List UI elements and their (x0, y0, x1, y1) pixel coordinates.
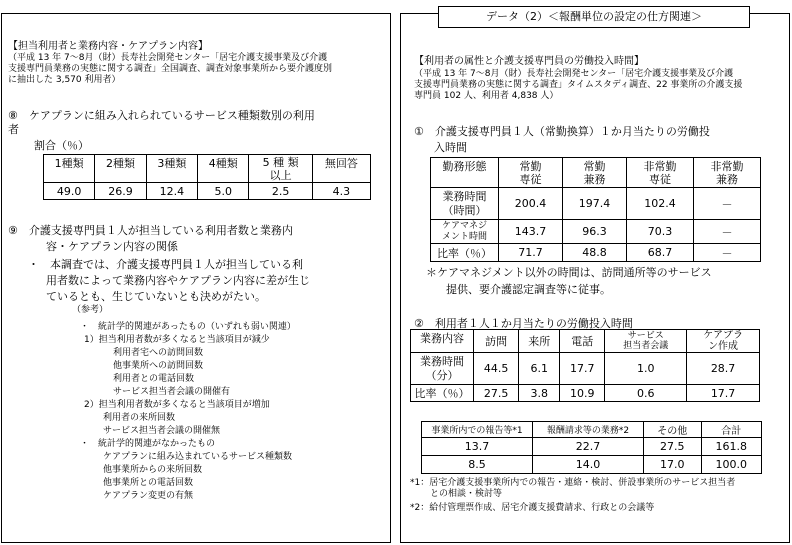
t3-r0-c1: 22.7 (533, 438, 644, 456)
footnote-2: *2：給付管理票作成、居宅介護支援費請求、行政との会議等 (410, 503, 655, 513)
t1-r1-c1: 143.7 (499, 220, 563, 244)
t2-r0-c2: 6.1 (519, 353, 560, 385)
ref-13: 他事業所との電話回数 (103, 478, 194, 488)
th-5: 5 種 類 以上 (249, 155, 312, 183)
ref-4: 他事業所への訪問回数 (113, 361, 204, 371)
right-heading: 【利用者の属性と介護支援専門員の労働投入時間】 (414, 56, 644, 67)
t2-r0-c4: 1.0 (605, 353, 687, 385)
ref-label: （参考） (72, 305, 109, 315)
ref-12: 他事業所からの来所回数 (103, 465, 203, 475)
right-source-2: 支援専門員業務の実態に関する調査」タイムスタディ調査、22 事業所の介護支援 (414, 80, 743, 90)
t3-r1-c0: 8.5 (422, 456, 533, 474)
q8-line-1: ⑧ ケアプランに組み入れられているサービス種類数別の利用 (8, 109, 315, 122)
tv-3: 12.4 (146, 183, 197, 200)
t1-r0-c1: 200.4 (499, 188, 563, 220)
q1-line-2: 入時間 (434, 141, 467, 154)
ref-6: サービス担当者会議の開催有 (113, 387, 231, 397)
right-title-box (438, 6, 750, 28)
note-line-2: 用者数によって業務内容やケアプラン内容に差が生じ (46, 274, 310, 287)
ref-11: ケアプランに組み込まれているサービス種類数 (103, 452, 293, 462)
t3-h0: 事業所内での報告等*1 (422, 422, 533, 438)
t1-note-2: 提供、要介護認定調査等に従事。 (446, 283, 611, 296)
labor-time-table (430, 157, 761, 262)
t2-r0-c1: 44.5 (474, 353, 519, 385)
t1-r0-c0: 業務時間 （時間） (431, 188, 499, 220)
right-source-3: 専門員 102 人、利用者 4,838 人） (414, 91, 559, 101)
th-6: 無回答 (312, 155, 370, 183)
t2-r1-c0: 比率（％） (411, 385, 474, 402)
t3-h3: 合計 (701, 422, 761, 438)
t1-r2-c0: 比率（％） (431, 244, 499, 262)
t3-r0-c0: 13.7 (422, 438, 533, 456)
t2-h0: 業務内容 (411, 330, 474, 353)
q8-line-2: 者 (8, 123, 19, 136)
left-source-2: 支援専門員業務の実態に関する調査」全国調査、調査対象事業所から要介護度別 (8, 64, 333, 74)
t2-h5: ケアプラ ン作成 (687, 330, 760, 353)
t1-r1-c0: ケアマネジ メント時間 (431, 220, 499, 244)
q2-heading: ② 利用者１人１か月当たりの労働投入時間 (414, 317, 633, 330)
q9-line-2: 容・ケアプラン内容の関係 (46, 240, 178, 253)
note-line-3: ているとも、生じていないとも決めがたい。 (46, 290, 266, 303)
ref-5: 利用者との電話回数 (113, 374, 195, 384)
t1-h3: 非常勤 専従 (627, 158, 694, 188)
t2-h3: 電話 (560, 330, 605, 353)
tv-1: 49.0 (44, 183, 95, 200)
t2-r1-c2: 3.8 (519, 385, 560, 402)
t2-h2: 来所 (519, 330, 560, 353)
t2-h4: サービス 担当者会議 (605, 330, 687, 353)
footnote-1-line-2: との相談・検討等 (430, 489, 503, 499)
left-source-1: （平成 13 年 7～8月（財）長寿社会開発センター「居宅介護支援事業及び介護 (8, 53, 328, 63)
left-source-3: に抽出した 3,570 利用者） (8, 75, 121, 85)
t3-r1-c1: 14.0 (533, 456, 644, 474)
right-title: データ（2）＜報酬単位の設定の仕方関連＞ (486, 10, 702, 23)
left-heading: 【担当利用者と業務内容・ケアプラン内容】 (8, 41, 208, 52)
tv-4: 5.0 (198, 183, 249, 200)
right-source-1: （平成 13 年 7～8月（財）長寿社会開発センター「居宅介護支援事業及び介護 (414, 69, 734, 79)
t2-r0-c5: 28.7 (687, 353, 760, 385)
t1-h1: 常勤 専従 (499, 158, 563, 188)
ref-7: 2）担当利用者数が多くなると当該項目が増加 (84, 400, 270, 410)
t1-r2-c4: － (694, 244, 761, 262)
per-user-time-table (410, 329, 760, 402)
t1-r0-c3: 102.4 (627, 188, 694, 220)
tv-5: 2.5 (249, 183, 312, 200)
t2-h1: 訪問 (474, 330, 519, 353)
service-count-table (43, 154, 371, 200)
ref-10: ・ 統計学的関連がなかったもの (80, 439, 216, 449)
ref-14: ケアプラン変更の有無 (103, 491, 194, 501)
q8-line-3: 割合（％） (34, 139, 89, 152)
note-line-1: ・ 本調査では、介護支援専門員１人が担当している利 (28, 258, 303, 271)
t1-r0-c2: 197.4 (563, 188, 627, 220)
t1-note-1: ＊ケアマネジメント以外の時間は、訪問通所等のサービス (426, 266, 712, 279)
t3-r1-c3: 100.0 (701, 456, 761, 474)
t2-r0-c3: 17.7 (560, 353, 605, 385)
t1-r1-c4: － (694, 220, 761, 244)
t1-r1-c3: 70.3 (627, 220, 694, 244)
ref-9: サービス担当者会議の開催無 (103, 426, 221, 436)
t1-h4: 非常勤 兼務 (694, 158, 761, 188)
th-2: 2種類 (95, 155, 146, 183)
ref-2: 1）担当利用者数が多くなると当該項目が減少 (84, 335, 270, 345)
t3-r0-c3: 161.8 (701, 438, 761, 456)
t1-r1-c2: 96.3 (563, 220, 627, 244)
t2-r1-c4: 0.6 (605, 385, 687, 402)
other-work-table (421, 421, 762, 474)
q9-line-1: ⑨ 介護支援専門員１人が担当している利用者数と業務内 (8, 224, 293, 237)
t3-h1: 報酬請求等の業務*2 (533, 422, 644, 438)
t3-r0-c2: 27.5 (644, 438, 702, 456)
q1-line-1: ① 介護支援専門員１人（常勤換算）１か月当たりの労働投 (414, 125, 710, 138)
ref-1: ・ 統計学的関連があったもの（いずれも弱い関連） (80, 322, 296, 332)
t2-r1-c5: 17.7 (687, 385, 760, 402)
tv-6: 4.3 (312, 183, 370, 200)
ref-3: 利用者宅への訪問回数 (113, 348, 204, 358)
th-3: 3種類 (146, 155, 197, 183)
ref-8: 利用者の来所回数 (103, 413, 176, 423)
t1-r0-c4: － (694, 188, 761, 220)
t1-r2-c2: 48.8 (563, 244, 627, 262)
t3-r1-c2: 17.0 (644, 456, 702, 474)
t1-h2: 常勤 兼務 (563, 158, 627, 188)
t1-r2-c1: 71.7 (499, 244, 563, 262)
t2-r1-c3: 10.9 (560, 385, 605, 402)
footnote-1-line-1: *1：居宅介護支援事業所内での報告・連絡・検討、併設事業所のサービス担当者 (410, 478, 736, 488)
t2-r0-c0: 業務時間 （分） (411, 353, 474, 385)
t1-r2-c3: 68.7 (627, 244, 694, 262)
th-1: 1種類 (44, 155, 95, 183)
th-4: 4種類 (198, 155, 249, 183)
t2-r1-c1: 27.5 (474, 385, 519, 402)
t1-h0: 勤務形態 (431, 158, 499, 188)
tv-2: 26.9 (95, 183, 146, 200)
t3-h2: その他 (644, 422, 702, 438)
